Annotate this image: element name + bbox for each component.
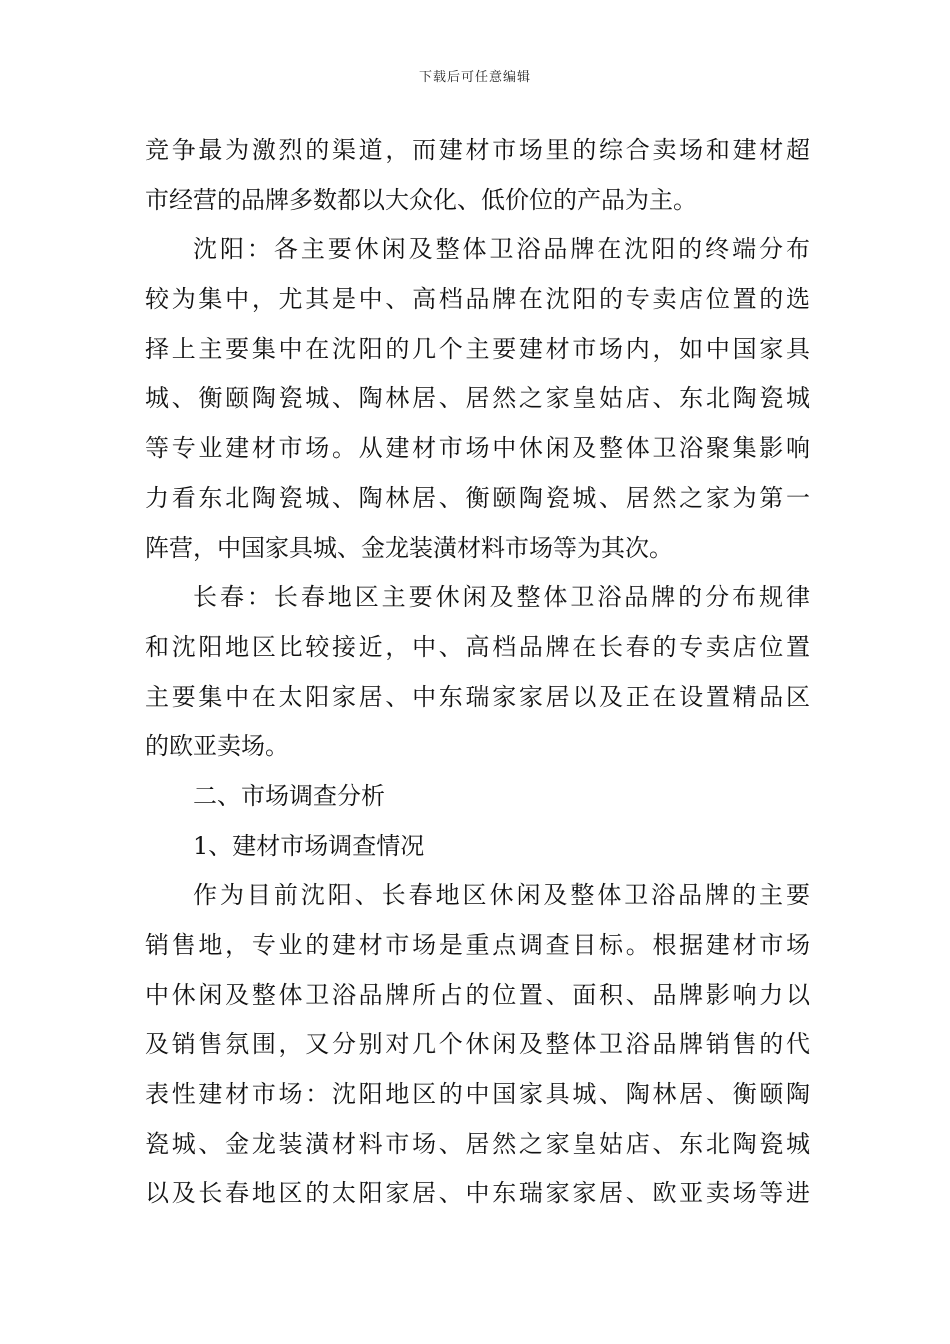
body-text-line: 二、市场调查分析 xyxy=(193,781,385,810)
body-text-line: 长春：长春地区主要休闲及整体卫浴品牌的分布规律 xyxy=(193,583,810,612)
body-text-line: 作为目前沈阳、长春地区休闲及整体卫浴品牌的主要 xyxy=(193,881,810,910)
body-text-line: 较为集中，尤其是中、高档品牌在沈阳的专卖店位置的选 xyxy=(145,285,810,314)
body-text-line: 市经营的品牌多数都以大众化、低价位的产品为主。 xyxy=(145,185,697,214)
page-header-note: 下载后可任意编辑 xyxy=(418,70,531,85)
body-text-line: 1、建材市场调查情况 xyxy=(193,831,425,860)
body-text-line: 瓷城、金龙装潢材料市场、居然之家皇姑店、东北陶瓷城 xyxy=(145,1129,810,1158)
body-text-line: 竞争最为激烈的渠道，而建材市场里的综合卖场和建材超 xyxy=(145,136,810,164)
body-text-line: 等专业建材市场。从建材市场中休闲及整体卫浴聚集影响 xyxy=(145,434,810,463)
body-text-line: 中休闲及整体卫浴品牌所占的位置、面积、品牌影响力以 xyxy=(145,980,810,1009)
body-text-line: 城、衡颐陶瓷城、陶林居、居然之家皇姑店、东北陶瓷城 xyxy=(145,384,810,413)
body-text-line: 力看东北陶瓷城、陶林居、衡颐陶瓷城、居然之家为第一 xyxy=(145,483,810,512)
body-text-line: 以及长春地区的太阳家居、中东瑞家家居、欧亚卖场等进 xyxy=(145,1179,810,1208)
body-text-line: 表性建材市场：沈阳地区的中国家具城、陶林居、衡颐陶 xyxy=(145,1080,810,1109)
body-text-line: 和沈阳地区比较接近，中、高档品牌在长春的专卖店位置 xyxy=(145,632,810,661)
body-text-line: 主要集中在太阳家居、中东瑞家家居以及正在设置精品区 xyxy=(145,682,810,711)
body-text-line: 沈阳：各主要休闲及整体卫浴品牌在沈阳的终端分布 xyxy=(193,235,810,264)
body-text-line: 的欧亚卖场。 xyxy=(145,732,289,761)
document-body xyxy=(145,126,810,1219)
body-text-line: 择上主要集中在沈阳的几个主要建材市场内，如中国家具 xyxy=(145,334,810,363)
body-text-line: 阵营，中国家具城、金龙装潢材料市场等为其次。 xyxy=(145,533,673,562)
body-text-line: 及销售氛围，又分别对几个休闲及整体卫浴品牌销售的代 xyxy=(145,1030,810,1059)
body-text-line: 销售地，专业的建材市场是重点调查目标。根据建材市场 xyxy=(145,931,810,959)
